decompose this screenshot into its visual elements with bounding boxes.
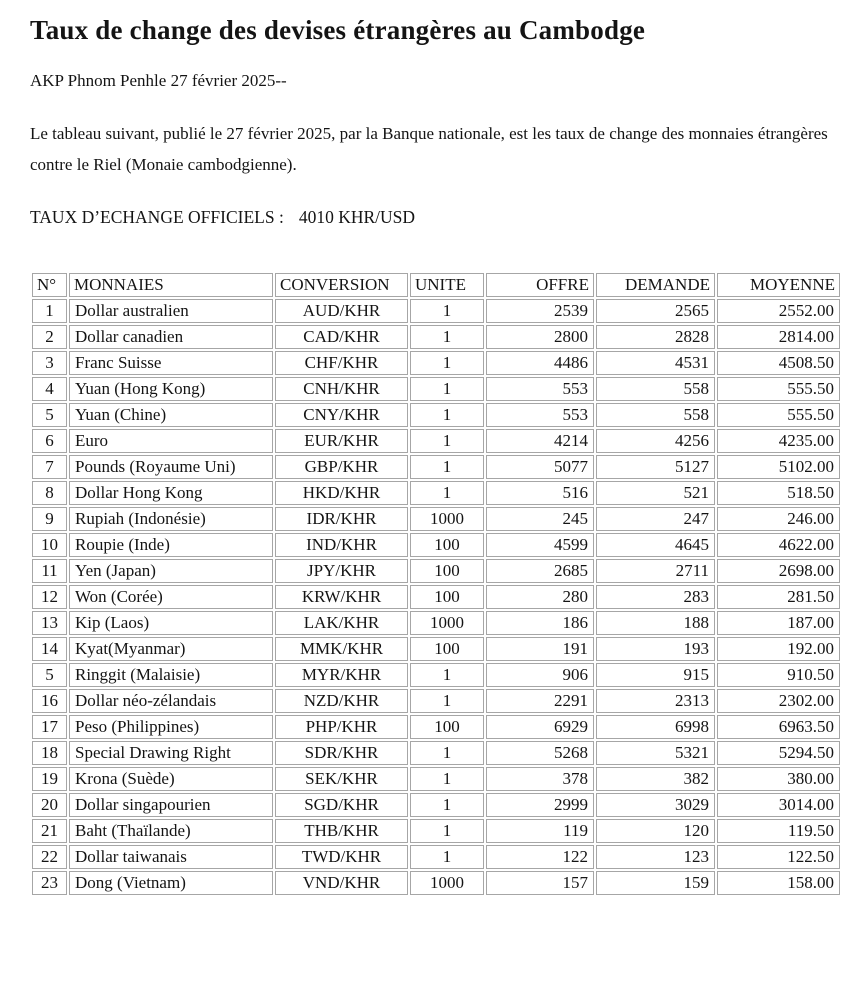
official-rate-label: TAUX D’ECHANGE OFFICIELS : [30, 207, 284, 227]
table-row [32, 377, 840, 401]
table-row [32, 845, 840, 869]
table-cell: 1 [410, 793, 484, 817]
table-cell: 378 [486, 767, 594, 791]
table-cell: Dollar singapourien [69, 793, 273, 817]
table-row [32, 793, 840, 817]
header-offre: OFFRE [486, 273, 594, 297]
table-cell: 246.00 [717, 507, 840, 531]
table-row [32, 403, 840, 427]
table-cell: 3 [32, 351, 67, 375]
table-row [32, 689, 840, 713]
header-number: N° [32, 273, 67, 297]
table-cell: 1 [32, 299, 67, 323]
table-cell: 193 [596, 637, 715, 661]
table-row [32, 741, 840, 765]
table-cell: 2814.00 [717, 325, 840, 349]
table-cell: 1 [410, 663, 484, 687]
table-cell: 10 [32, 533, 67, 557]
table-cell: Yuan (Hong Kong) [69, 377, 273, 401]
header-demande: DEMANDE [596, 273, 715, 297]
table-cell: AUD/KHR [275, 299, 408, 323]
table-cell: 5294.50 [717, 741, 840, 765]
table-row [32, 507, 840, 531]
table-cell: Euro [69, 429, 273, 453]
table-cell: Kip (Laos) [69, 611, 273, 635]
header-unite: UNITE [410, 273, 484, 297]
table-cell: 553 [486, 377, 594, 401]
table-cell: 5268 [486, 741, 594, 765]
table-cell: 6929 [486, 715, 594, 739]
table-cell: 5127 [596, 455, 715, 479]
table-cell: 5102.00 [717, 455, 840, 479]
table-cell: Roupie (Inde) [69, 533, 273, 557]
table-cell: 555.50 [717, 403, 840, 427]
table-row [32, 663, 840, 687]
table-cell: 553 [486, 403, 594, 427]
table-cell: KRW/KHR [275, 585, 408, 609]
table-cell: 4622.00 [717, 533, 840, 557]
table-cell: HKD/KHR [275, 481, 408, 505]
table-cell: 245 [486, 507, 594, 531]
table-cell: SGD/KHR [275, 793, 408, 817]
table-cell: 7 [32, 455, 67, 479]
table-cell: 2565 [596, 299, 715, 323]
table-cell: IND/KHR [275, 533, 408, 557]
official-rate-line [30, 206, 837, 229]
table-cell: 910.50 [717, 663, 840, 687]
table-cell: THB/KHR [275, 819, 408, 843]
table-cell: NZD/KHR [275, 689, 408, 713]
table-cell: Dollar taiwanais [69, 845, 273, 869]
table-cell: CNH/KHR [275, 377, 408, 401]
table-cell: 1 [410, 377, 484, 401]
table-cell: Special Drawing Right [69, 741, 273, 765]
table-cell: 518.50 [717, 481, 840, 505]
table-cell: PHP/KHR [275, 715, 408, 739]
table-row [32, 481, 840, 505]
table-row [32, 455, 840, 479]
table-cell: MMK/KHR [275, 637, 408, 661]
table-cell: 157 [486, 871, 594, 895]
table-cell: 6 [32, 429, 67, 453]
table-cell: 1 [410, 325, 484, 349]
table-cell: 12 [32, 585, 67, 609]
header-monnaies: MONNAIES [69, 273, 273, 297]
table-row [32, 871, 840, 895]
table-cell: 2999 [486, 793, 594, 817]
table-cell: 4214 [486, 429, 594, 453]
table-cell: 8 [32, 481, 67, 505]
table-cell: Baht (Thaïlande) [69, 819, 273, 843]
intro-paragraph: Le tableau suivant, publié le 27 février 2025, par la Banque nationale, est les taux de change des monnaies étrangères contre le Riel (Monaie cambodgienne). [30, 124, 828, 174]
table-cell: 1 [410, 481, 484, 505]
table-cell: 2828 [596, 325, 715, 349]
table-cell: 4 [32, 377, 67, 401]
table-cell: 4531 [596, 351, 715, 375]
table-cell: 2711 [596, 559, 715, 583]
table-cell: 2291 [486, 689, 594, 713]
table-row [32, 585, 840, 609]
table-row [32, 325, 840, 349]
table-cell: 22 [32, 845, 67, 869]
table-cell: CAD/KHR [275, 325, 408, 349]
table-cell: 2552.00 [717, 299, 840, 323]
table-cell: 283 [596, 585, 715, 609]
table-cell: 1 [410, 845, 484, 869]
table-cell: 100 [410, 715, 484, 739]
table-cell: Peso (Philippines) [69, 715, 273, 739]
table-cell: Franc Suisse [69, 351, 273, 375]
table-cell: 17 [32, 715, 67, 739]
table-cell: 100 [410, 637, 484, 661]
header-conversion: CONVERSION [275, 273, 408, 297]
table-cell: 1 [410, 403, 484, 427]
table-row [32, 637, 840, 661]
table-cell: 247 [596, 507, 715, 531]
table-cell: 21 [32, 819, 67, 843]
table-cell: 120 [596, 819, 715, 843]
table-cell: 2302.00 [717, 689, 840, 713]
table-cell: Ringgit (Malaisie) [69, 663, 273, 687]
table-cell: Dollar néo-zélandais [69, 689, 273, 713]
table-cell: Pounds (Royaume Uni) [69, 455, 273, 479]
table-cell: 555.50 [717, 377, 840, 401]
table-cell: MYR/KHR [275, 663, 408, 687]
table-cell: 5321 [596, 741, 715, 765]
table-cell: 906 [486, 663, 594, 687]
table-row [32, 559, 840, 583]
table-cell: 1 [410, 299, 484, 323]
table-cell: EUR/KHR [275, 429, 408, 453]
table-cell: 122.50 [717, 845, 840, 869]
table-cell: 4599 [486, 533, 594, 557]
table-row [32, 533, 840, 557]
table-cell: 191 [486, 637, 594, 661]
table-cell: 100 [410, 559, 484, 583]
table-cell: Kyat(Myanmar) [69, 637, 273, 661]
table-cell: 1000 [410, 611, 484, 635]
table-cell: 3014.00 [717, 793, 840, 817]
table-cell: 2800 [486, 325, 594, 349]
table-cell: 2313 [596, 689, 715, 713]
table-row [32, 819, 840, 843]
table-header-row [32, 273, 840, 297]
table-cell: 5 [32, 663, 67, 687]
table-cell: 516 [486, 481, 594, 505]
table-cell: 100 [410, 533, 484, 557]
table-cell: 4256 [596, 429, 715, 453]
header-moyenne: MOYENNE [717, 273, 840, 297]
table-cell: 122 [486, 845, 594, 869]
table-cell: 1 [410, 689, 484, 713]
table-cell: IDR/KHR [275, 507, 408, 531]
table-cell: SEK/KHR [275, 767, 408, 791]
table-cell: 1000 [410, 871, 484, 895]
byline: AKP Phnom Penhle 27 février 2025-- [30, 71, 287, 90]
table-cell: 4235.00 [717, 429, 840, 453]
table-row [32, 767, 840, 791]
table-cell: 119.50 [717, 819, 840, 843]
exchange-rate-table [30, 271, 842, 897]
table-cell: LAK/KHR [275, 611, 408, 635]
table-cell: Dong (Vietnam) [69, 871, 273, 895]
table-cell: 281.50 [717, 585, 840, 609]
table-cell: 9 [32, 507, 67, 531]
table-cell: 13 [32, 611, 67, 635]
table-row [32, 611, 840, 635]
table-cell: 382 [596, 767, 715, 791]
table-cell: 5 [32, 403, 67, 427]
table-cell: 100 [410, 585, 484, 609]
table-cell: Rupiah (Indonésie) [69, 507, 273, 531]
table-cell: 6963.50 [717, 715, 840, 739]
table-cell: Yen (Japan) [69, 559, 273, 583]
table-cell: 3029 [596, 793, 715, 817]
table-cell: Won (Corée) [69, 585, 273, 609]
table-cell: 558 [596, 403, 715, 427]
table-row [32, 299, 840, 323]
table-cell: 19 [32, 767, 67, 791]
table-cell: Krona (Suède) [69, 767, 273, 791]
table-cell: Dollar australien [69, 299, 273, 323]
table-cell: 14 [32, 637, 67, 661]
table-cell: 1 [410, 767, 484, 791]
table-cell: 23 [32, 871, 67, 895]
table-cell: 158.00 [717, 871, 840, 895]
table-cell: VND/KHR [275, 871, 408, 895]
table-cell: 1 [410, 819, 484, 843]
table-body [32, 299, 840, 895]
table-cell: 2685 [486, 559, 594, 583]
table-cell: SDR/KHR [275, 741, 408, 765]
table-cell: 5077 [486, 455, 594, 479]
table-cell: 11 [32, 559, 67, 583]
table-row [32, 351, 840, 375]
page-title: Taux de change des devises étrangères au Cambodge [30, 15, 646, 45]
table-cell: 380.00 [717, 767, 840, 791]
table-cell: Yuan (Chine) [69, 403, 273, 427]
table-row [32, 715, 840, 739]
official-rate-value: 4010 KHR/USD [298, 207, 416, 227]
table-cell: CHF/KHR [275, 351, 408, 375]
table-cell: 2 [32, 325, 67, 349]
table-cell: 1 [410, 741, 484, 765]
table-cell: 4486 [486, 351, 594, 375]
table-cell: 1 [410, 351, 484, 375]
table-cell: 159 [596, 871, 715, 895]
table-cell: 187.00 [717, 611, 840, 635]
table-cell: 1 [410, 429, 484, 453]
table-cell: 188 [596, 611, 715, 635]
table-cell: 558 [596, 377, 715, 401]
table-cell: JPY/KHR [275, 559, 408, 583]
table-cell: 123 [596, 845, 715, 869]
table-cell: TWD/KHR [275, 845, 408, 869]
table-cell: 2698.00 [717, 559, 840, 583]
table-cell: 16 [32, 689, 67, 713]
table-cell: 2539 [486, 299, 594, 323]
table-cell: 4645 [596, 533, 715, 557]
table-cell: 119 [486, 819, 594, 843]
table-cell: 186 [486, 611, 594, 635]
table-cell: 521 [596, 481, 715, 505]
table-cell: 915 [596, 663, 715, 687]
table-cell: 20 [32, 793, 67, 817]
table-cell: 1 [410, 455, 484, 479]
table-cell: 280 [486, 585, 594, 609]
table-cell: 6998 [596, 715, 715, 739]
table-cell: GBP/KHR [275, 455, 408, 479]
table-cell: 1000 [410, 507, 484, 531]
table-cell: CNY/KHR [275, 403, 408, 427]
table-cell: Dollar canadien [69, 325, 273, 349]
table-cell: 18 [32, 741, 67, 765]
table-row [32, 429, 840, 453]
table-cell: Dollar Hong Kong [69, 481, 273, 505]
table-cell: 4508.50 [717, 351, 840, 375]
table-cell: 192.00 [717, 637, 840, 661]
